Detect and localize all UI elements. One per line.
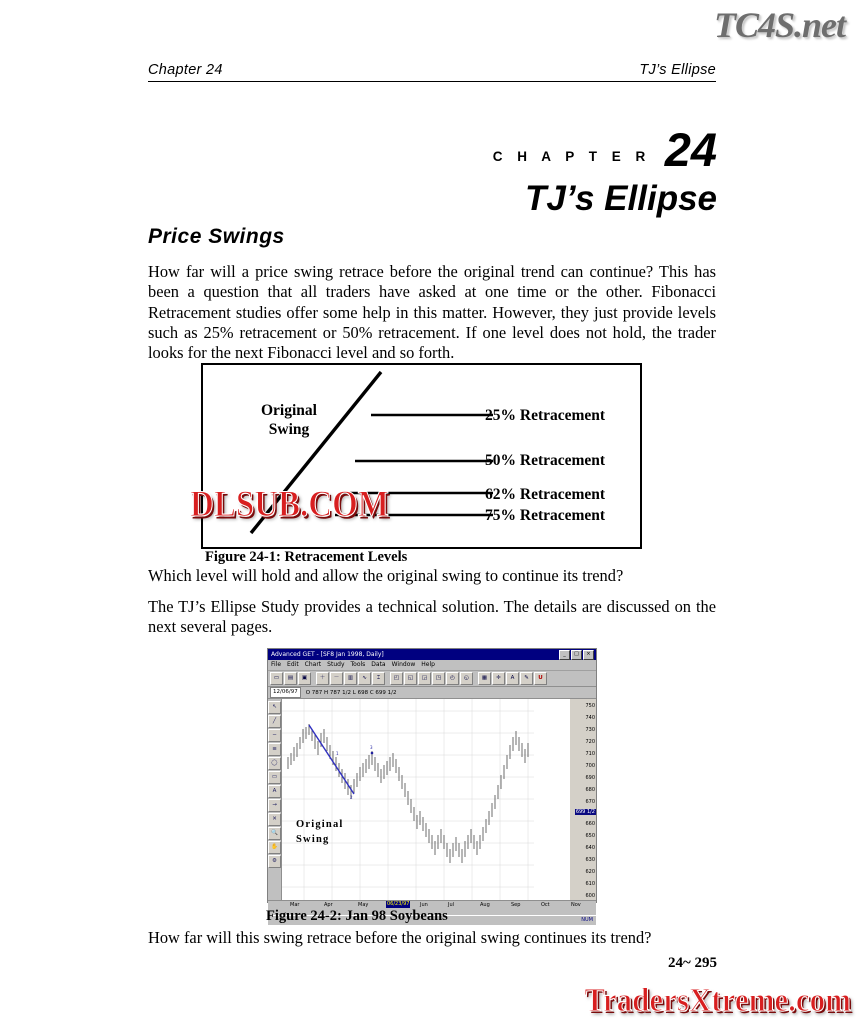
chapter-title: TJ’s Ellipse — [525, 178, 717, 218]
chart-area — [268, 699, 596, 900]
toolbar-button-cursor[interactable]: ✛ — [492, 672, 505, 685]
date-label-oct: Oct — [541, 902, 550, 908]
tool-pointer[interactable]: ↖ — [268, 701, 281, 714]
price-label-13: 620 — [585, 869, 595, 875]
toolbar-button-line-chart[interactable]: ∿ — [358, 672, 371, 685]
menu-item-file[interactable]: File — [271, 661, 282, 668]
toolbar-button-new[interactable]: ▭ — [270, 672, 283, 685]
price-label-6: 690 — [585, 775, 595, 781]
svg-text:1: 1 — [336, 751, 339, 756]
price-label-4: 710 — [585, 751, 595, 757]
date-label-may: May — [358, 902, 369, 908]
figure-1-swing-line-1: Original — [261, 402, 317, 419]
price-label-10: 650 — [585, 833, 595, 839]
menu-item-window[interactable]: Window — [391, 661, 416, 668]
menu-item-study[interactable]: Study — [327, 661, 345, 668]
toolbar-button-save[interactable]: ▣ — [298, 672, 311, 685]
date-label-jun: Jun — [420, 902, 428, 908]
tool-arrow[interactable]: → — [268, 799, 281, 812]
date-label-apr: Apr — [324, 902, 333, 908]
chart-annotation-line-1: Original — [296, 819, 344, 830]
tool-trendline[interactable]: ╱ — [268, 715, 281, 728]
price-label-12: 630 — [585, 857, 595, 863]
watermark-center: DLSUB.COM — [190, 484, 389, 526]
figure-1-original-swing-label — [234, 402, 344, 440]
chart-ohlc-values: O 787 H 787 1/2 L 698 C 699 1/2 — [305, 689, 397, 696]
toolbar-button-zoom-out[interactable]: － — [330, 672, 343, 685]
window-controls — [559, 650, 596, 660]
tool-text[interactable]: A — [268, 785, 281, 798]
chapter-number: 24 — [664, 123, 717, 176]
toolbar-button-open[interactable]: ▤ — [284, 672, 297, 685]
toolbar-button-text[interactable]: A — [506, 672, 519, 685]
svg-text:3: 3 — [370, 745, 373, 750]
tool-hand[interactable]: ✋ — [268, 841, 281, 854]
tool-zoom[interactable]: 🔍 — [268, 827, 281, 840]
toolbar-button-study-2[interactable]: ◱ — [404, 672, 417, 685]
chart-annotation-line-2: Swing — [296, 834, 330, 846]
toolbar-button-study-1[interactable]: ◰ — [390, 672, 403, 685]
tool-rectangle[interactable]: ▭ — [268, 771, 281, 784]
price-label-0: 750 — [585, 703, 595, 709]
price-label-7: 680 — [585, 787, 595, 793]
price-label-11: 640 — [585, 845, 595, 851]
toolbar-button-draw[interactable]: ✎ — [520, 672, 533, 685]
paragraph-4: How far will this swing retrace before the original swing continues its trend? — [148, 928, 652, 947]
tool-horizontal-line[interactable]: ─ — [268, 729, 281, 742]
running-head-right: TJ’s Ellipse — [639, 62, 716, 78]
toolbar-button-study-4[interactable]: ◳ — [432, 672, 445, 685]
svg-text:2: 2 — [350, 795, 353, 800]
app-menu-bar — [268, 660, 596, 671]
running-head — [148, 62, 716, 82]
price-label-9: 660 — [585, 821, 595, 827]
paragraph-1: How far will a price swing retrace before the original trend can continue? This has been a question that all traders have asked at one time or the other. Fibonacci Retracement studies offer some help in this matter. However, they just provide levels such as 25% retracement or 50% retracement. If one level does not hold, the trader looks for the next Fibonacci level and so forth. — [148, 262, 716, 363]
date-label-aug: Aug — [480, 902, 490, 908]
figure-1-caption: Figure 24-1: Retracement Levels — [205, 549, 408, 565]
toolbar-button-candle-chart[interactable]: ⌶ — [372, 672, 385, 685]
close-button[interactable]: × — [583, 650, 594, 660]
watermark-top-right: TC4S.net — [713, 5, 845, 45]
minimize-button[interactable]: _ — [559, 650, 570, 660]
chart-date-field[interactable]: 12/06/97 — [270, 687, 301, 698]
tool-settings[interactable]: ⚙ — [268, 855, 281, 868]
figure-2-caption: Figure 24-2: Jan 98 Soybeans — [266, 908, 448, 924]
menu-item-edit[interactable]: Edit — [287, 661, 299, 668]
paragraph-3: The TJ’s Ellipse Study provides a technical solution. The details are discussed on the next several pages. — [148, 597, 716, 637]
chart-tool-palette — [268, 699, 282, 900]
status-bar: NUM — [268, 915, 596, 925]
toolbar-button-study-5[interactable]: ◴ — [446, 672, 459, 685]
chart-info-bar — [268, 687, 596, 699]
price-label-15: 600 — [585, 893, 595, 899]
date-selected-marker[interactable]: 06/23/97 — [387, 901, 410, 907]
figure-1-level-75: 75% Retracement — [485, 507, 606, 524]
toolbar-button-bar-chart[interactable]: ▥ — [344, 672, 357, 685]
price-label-1: 740 — [585, 715, 595, 721]
toolbar-button-study-3[interactable]: ◲ — [418, 672, 431, 685]
price-label-current: 699 1/2 — [575, 809, 595, 815]
price-label-8: 670 — [585, 799, 595, 805]
price-chart-canvas[interactable] — [282, 699, 570, 900]
chart-original-swing-annotation — [296, 817, 344, 847]
date-label-nov: Nov — [571, 902, 581, 908]
figure-1-level-50: 50% Retracement — [485, 452, 606, 469]
tool-erase[interactable]: ✕ — [268, 813, 281, 826]
toolbar-button-study-6[interactable]: ◵ — [460, 672, 473, 685]
price-label-5: 700 — [585, 763, 595, 769]
watermark-bottom-right: TradersXtreme.com — [584, 980, 851, 1019]
menu-item-help[interactable]: Help — [421, 661, 435, 668]
chapter-word: C H A P T E R — [492, 148, 651, 164]
date-label-sep: Sep — [511, 902, 521, 908]
date-label-mar: Mar — [290, 902, 300, 908]
price-label-14: 610 — [585, 881, 595, 887]
app-title-bar — [268, 649, 596, 660]
toolbar-button-record[interactable]: U — [534, 672, 547, 685]
paragraph-2: Which level will hold and allow the original swing to continue its trend? — [148, 566, 624, 585]
price-axis — [570, 699, 596, 900]
figure-1-level-62: 62% Retracement — [485, 486, 606, 503]
date-label-jul: Jul — [448, 902, 455, 908]
figure-1-swing-line-2: Swing — [268, 420, 310, 438]
price-label-3: 720 — [585, 739, 595, 745]
section-heading: Price Swings — [148, 225, 285, 248]
maximize-button[interactable]: □ — [571, 650, 582, 660]
app-toolbar — [268, 671, 596, 687]
running-head-left: Chapter 24 — [148, 62, 223, 78]
menu-item-data[interactable]: Data — [371, 661, 386, 668]
tool-fibonacci[interactable]: ≡ — [268, 743, 281, 756]
price-chart-svg — [282, 699, 534, 900]
toolbar-button-grid[interactable]: ▦ — [478, 672, 491, 685]
page-folio: 24~ 295 — [667, 955, 717, 971]
app-title-text: Advanced GET - [SF8 Jan 1998, Daily] — [271, 651, 384, 658]
menu-item-tools[interactable]: Tools — [350, 661, 366, 668]
figure-1-level-25: 25% Retracement — [485, 407, 606, 424]
menu-item-chart[interactable]: Chart — [304, 661, 322, 668]
toolbar-button-zoom-in[interactable]: ＋ — [316, 672, 329, 685]
tool-ellipse[interactable]: ◯ — [268, 757, 281, 770]
chapter-heading — [492, 123, 717, 219]
price-label-2: 730 — [585, 727, 595, 733]
